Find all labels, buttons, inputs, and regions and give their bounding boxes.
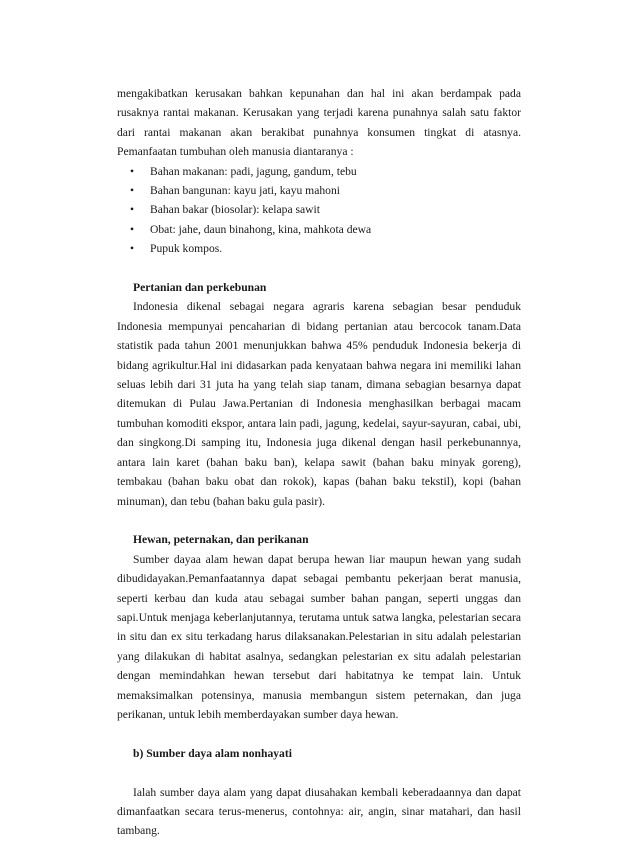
spacer [117,259,521,278]
spacer [117,511,521,530]
list-item [117,162,521,181]
bullet-icon: • [130,203,135,217]
list-item-text: Obat: jahe, daun binahong, kina, mahkota dewa [150,222,372,236]
list-item-text: Bahan makanan: padi, jagung, gandum, tebu [150,164,357,178]
list-item-text: Pupuk kompos. [150,242,223,256]
list-item [117,200,521,219]
list-item [117,220,521,239]
bullet-icon: • [130,164,135,178]
bullet-icon: • [130,184,135,198]
plant-uses-list [117,162,521,259]
section-heading-hewan: Hewan, peternakan, dan perikanan [133,533,309,547]
document-page [117,84,521,841]
nonhayati-paragraph: Ialah sumber daya alam yang dapat diusahakan kembali keberadaannya dan dapat dimanfaatkan secara terus-menerus, contohnya: air, angin, sinar matahari, dan hasil tambang. [117,785,521,838]
pertanian-paragraph: Indonesia dikenal sebagai negara agraris karena sebagian besar penduduk Indonesia mempunyai pencaharian di bidang pertanian atau bercocok tanam.Data statistik pada tahun 2001 menunjukkan bahwa 45% penduduk Indonesia bekerja di bidang agrikultur.Hal ini didasarkan pada kenyataan bahwa negara ini memiliki lahan seluas lebih dari 31 juta ha yang telah siap tanam, dimana sebagian besarnya dapat ditemukan di Pulau Jawa.Pertanian di Indonesia menghasilkan berbagai macam tumbuhan komoditi ekspor, antara lain padi, jagung, kedelai, sayur-sayuran, cabai, ubi, dan singkong.Di samping itu, Indonesia juga dikenal dengan hasil perkebunannya, antara lain karet (bahan baku ban), kelapa sawit (bahan baku minyak goreng), tembakau (bahan baku obat dan rokok), kapas (bahan baku tekstil), kopi (bahan minuman), dan tebu (bahan baku gula pasir). [117,300,521,508]
list-item-text: Bahan bangunan: kayu jati, kayu mahoni [150,184,340,198]
bullet-icon: • [130,222,135,236]
list-item [117,239,521,258]
section-heading-nonhayati: b) Sumber daya alam nonhayati [133,746,292,760]
section-heading-pertanian: Pertanian dan perkebunan [133,281,267,295]
spacer [117,724,521,743]
list-item-text: Bahan bakar (biosolar): kelapa sawit [150,203,320,217]
spacer [117,763,521,782]
list-item [117,181,521,200]
intro-paragraph: mengakibatkan kerusakan bahkan kepunahan dan hal ini akan berdampak pada rusaknya rantai makanan. Kerusakan yang terjadi karena punahnya salah satu faktor dari rantai makanan akan berakibat punahnya konsumen tingkat di atasnya. Pemanfaatan tumbuhan oleh manusia diantaranya : [117,87,521,159]
hewan-paragraph: Sumber dayaa alam hewan dapat berupa hewan liar maupun hewan yang sudah dibudidayakan.Pemanfaatannya dapat sebagai pembantu pekerjaan berat manusia, seperti kerbau dan kuda atau sebagai sumber bahan pangan, seperti unggas dan sapi.Untuk menjaga keberlanjutannya, terutama untuk satwa langka, pelestarian secara in situ dan ex situ terkadang harus dilaksanakan.Pelestarian in situ adalah pelestarian yang dilakukan di habitat asalnya, sedangkan pelestarian ex situ adalah pelestarian dengan memindahkan hewan tersebut dari habitatnya ke tempat lain. Untuk memaksimalkan potensinya, manusia membangun sistem peternakan, dan juga perikanan, untuk lebih memberdayakan sumber daya hewan. [117,552,521,721]
bullet-icon: • [130,242,135,256]
